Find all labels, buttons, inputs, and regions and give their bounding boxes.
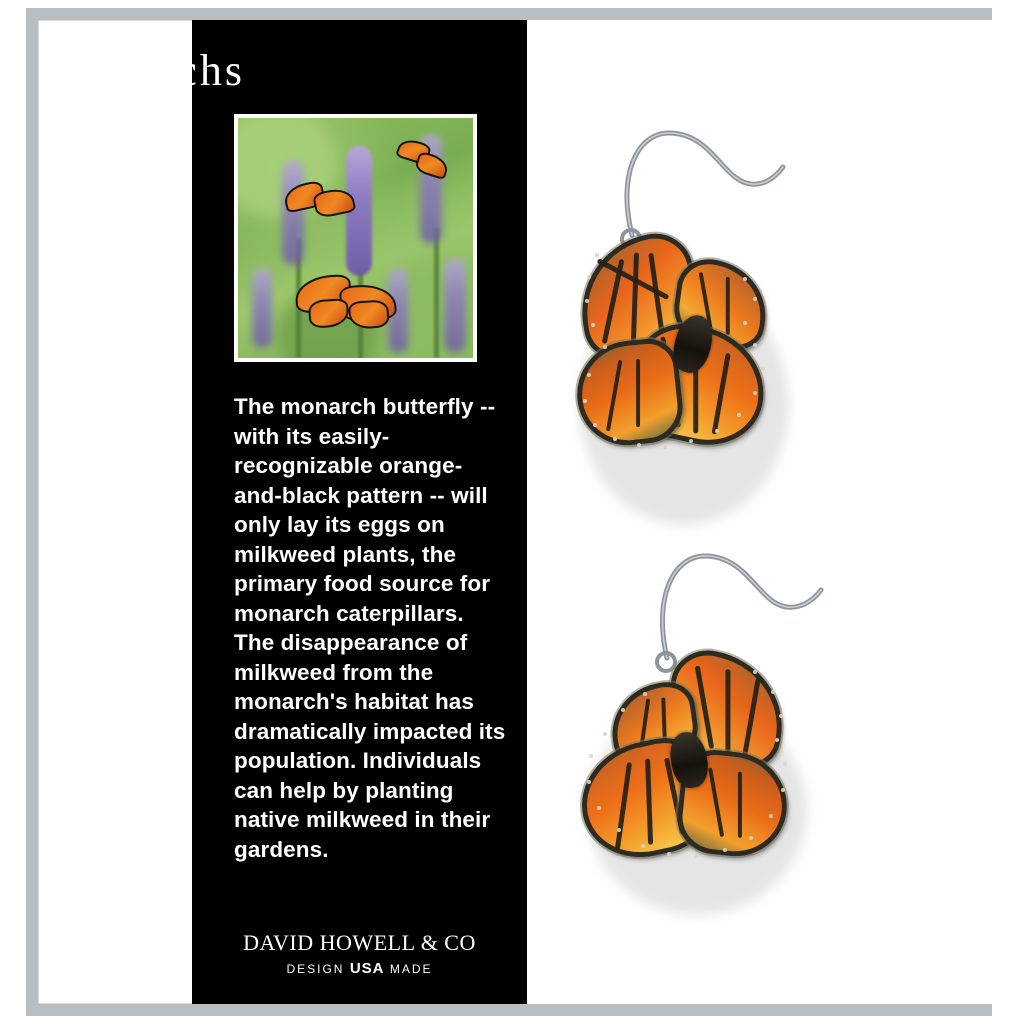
brand-tagline-suffix: MADE [389, 962, 433, 976]
brand-tagline [192, 960, 527, 977]
butterfly-pendant-lower [567, 646, 827, 926]
monarch-butterfly-earring-lower [557, 530, 857, 950]
brand-tagline-country: USA [349, 960, 385, 977]
brand-tagline-prefix: DESIGN [286, 962, 345, 976]
product-description: The monarch butterfly -- with its easily-recognizable orange-and-black pattern -- will only lay its eggs on milkweed plants, the primary food source for monarch caterpillars. The disappearance of milkweed from the monarch's habitat has dramatically impacted its population. Individuals can help by planting native milkweed in their gardens. [234, 394, 512, 862]
page-title-text: Monarchs [45, 46, 245, 95]
butterfly-pendant-upper [557, 223, 797, 533]
photo-lavender-5 [252, 268, 272, 348]
brand-footer [192, 930, 527, 977]
photo-lavender-6 [444, 258, 466, 353]
page-title [45, 45, 245, 96]
brand-name: DAVID HOWELL & CO [243, 930, 476, 955]
monarch-butterfly-earring-upper [557, 105, 857, 535]
photo-butterfly-3 [294, 264, 403, 341]
photo-monarchs-on-lavender [234, 114, 477, 362]
photo-stem-3 [434, 228, 439, 358]
earrings-display-area [527, 20, 992, 1004]
wing-lower-left [572, 336, 686, 450]
